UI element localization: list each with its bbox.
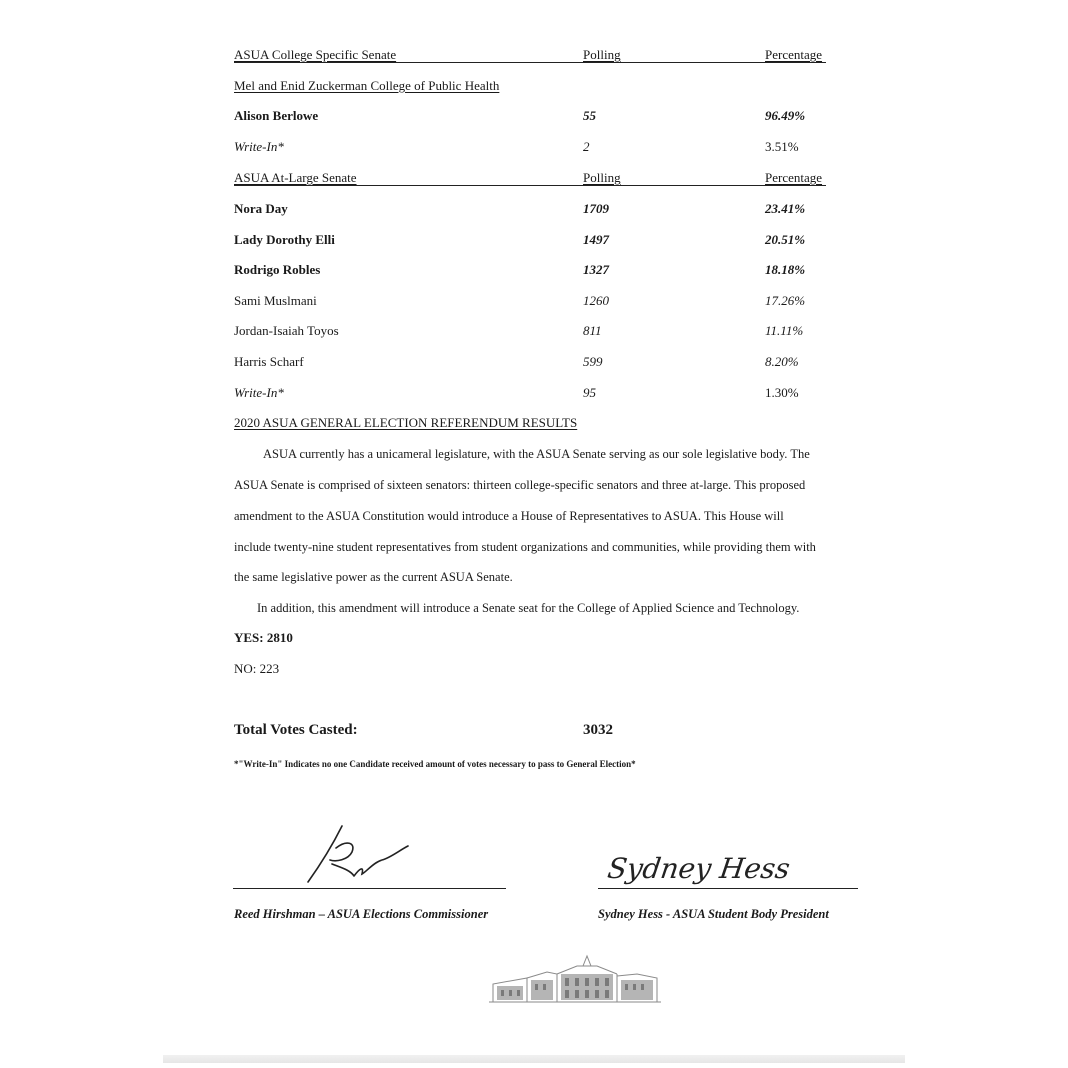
- table-row-percentage: 3.51%: [765, 139, 799, 154]
- percentage-header: Percentage: [765, 47, 823, 62]
- table-row-polling: 95: [583, 385, 596, 400]
- table-row-polling: 2: [583, 139, 590, 154]
- table-row-percentage: 11.11%: [765, 323, 804, 338]
- total-votes-value: 3032: [583, 722, 613, 738]
- table-row-polling: 1709: [583, 201, 609, 216]
- signature-reed-hirshman: [290, 820, 430, 890]
- referendum-paragraph-line: ASUA currently has a unicameral legislature, with the ASUA Senate serving as our sole legislative body. The: [263, 447, 810, 461]
- svg-text:Sydney Hess: Sydney Hess: [605, 852, 793, 885]
- polling-header: Polling: [583, 47, 621, 62]
- referendum-paragraph-line: include twenty-nine student representatives from student organizations and communities, while providing them with: [234, 540, 816, 554]
- college-senate-header: ASUA College Specific Senate: [234, 47, 397, 62]
- yes-result: YES: 2810: [234, 630, 293, 645]
- header-rule: [234, 185, 826, 186]
- table-row-polling: 1327: [583, 262, 609, 277]
- no-result: NO: 223: [234, 661, 280, 676]
- table-row-polling: 1260: [583, 293, 609, 308]
- table-row-name: Sami Muslmani: [234, 293, 317, 308]
- signature-line: [233, 888, 506, 889]
- table-row-name: Write-In*: [234, 385, 284, 400]
- at-large-header: ASUA At-Large Senate: [234, 170, 357, 185]
- signature-caption-commissioner: Reed Hirshman – ASUA Elections Commissioner: [234, 907, 489, 921]
- table-row-percentage: 20.51%: [765, 232, 806, 247]
- table-row-percentage: 18.18%: [765, 262, 806, 277]
- referendum-paragraph-line: amendment to the ASUA Constitution would introduce a House of Representatives to ASUA. This House will: [234, 509, 784, 523]
- table-row-name: Write-In*: [234, 139, 284, 154]
- college-name: Mel and Enid Zuckerman College of Public Health: [234, 78, 500, 93]
- table-row-percentage: 1.30%: [765, 385, 799, 400]
- table-row-name: Jordan-Isaiah Toyos: [234, 323, 339, 338]
- percentage-header: Percentage: [765, 170, 823, 185]
- table-row-percentage: 8.20%: [765, 354, 799, 369]
- referendum-title: 2020 ASUA GENERAL ELECTION REFERENDUM RESULTS: [234, 415, 578, 430]
- table-row-polling: 1497: [583, 232, 609, 247]
- table-row-name: Rodrigo Robles: [234, 262, 321, 277]
- polling-header: Polling: [583, 170, 621, 185]
- table-row-name: Alison Berlowe: [234, 108, 319, 123]
- referendum-paragraph-line: ASUA Senate is comprised of sixteen senators: thirteen college-specific senators and three at-large. This proposed: [234, 478, 806, 492]
- scan-edge: [163, 1055, 905, 1063]
- table-row-name: Lady Dorothy Elli: [234, 232, 335, 247]
- signature-caption-president: Sydney Hess - ASUA Student Body President: [598, 907, 829, 921]
- referendum-paragraph-line: the same legislative power as the current ASUA Senate.: [234, 570, 513, 584]
- table-row-percentage: 96.49%: [765, 108, 806, 123]
- table-row-polling: 599: [583, 354, 603, 369]
- table-row-percentage: 17.26%: [765, 293, 806, 308]
- signature-sydney-hess: [605, 846, 815, 894]
- header-rule: [234, 62, 826, 63]
- referendum-paragraph-2: In addition, this amendment will introduce a Senate seat for the College of Applied Science and Technology.: [257, 601, 800, 615]
- total-votes-label: Total Votes Casted:: [234, 722, 358, 738]
- table-row-polling: 55: [583, 108, 596, 123]
- signature-line: [598, 888, 858, 889]
- table-row-name: Nora Day: [234, 201, 288, 216]
- table-row-percentage: 23.41%: [765, 201, 806, 216]
- write-in-footnote: *"Write-In" Indicates no one Candidate received amount of votes necessary to pass to General Election*: [234, 759, 636, 769]
- building-seal-image: [487, 952, 663, 1004]
- table-row-polling: 811: [583, 323, 602, 338]
- table-row-name: Harris Scharf: [234, 354, 304, 369]
